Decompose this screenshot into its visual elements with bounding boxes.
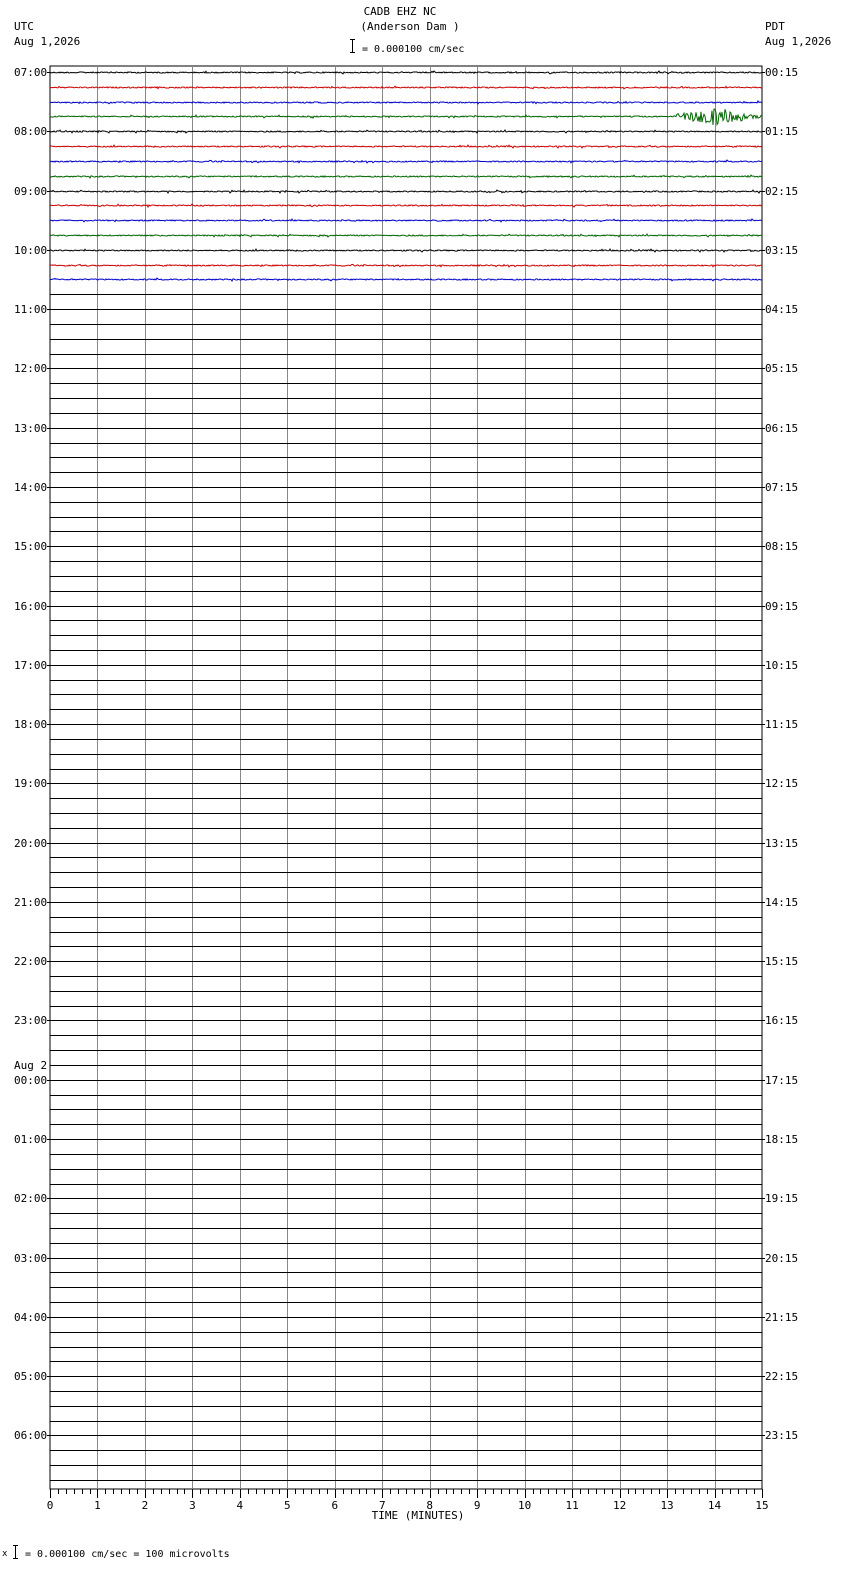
header-scale-text: = 0.000100 cm/sec <box>362 44 465 55</box>
pdt-hour-label: 07:15 <box>765 481 799 494</box>
station-location: (Anderson Dam ) <box>360 20 460 33</box>
pdt-hour-label: 16:15 <box>765 1014 799 1027</box>
seismic-traces <box>50 71 762 1480</box>
pdt-hour-label: 10:15 <box>765 659 799 672</box>
trace-row-3 <box>50 109 762 125</box>
x-tick-label: 11 <box>565 1499 579 1512</box>
utc-hour-label: 00:00 <box>14 1074 48 1087</box>
utc-hour-label: 02:00 <box>14 1192 48 1205</box>
pdt-hour-label: 19:15 <box>765 1192 799 1205</box>
utc-hour-label: 08:00 <box>14 125 48 138</box>
utc-hour-label: 03:00 <box>14 1252 48 1265</box>
trace-row-1 <box>50 86 762 89</box>
trace-row-12 <box>50 249 762 252</box>
pdt-hour-label: 03:15 <box>765 244 799 257</box>
footer-scale-text: = 0.000100 cm/sec = 100 microvolts <box>25 1549 230 1560</box>
x-tick-label: 9 <box>473 1499 481 1512</box>
left-date: Aug 1,2026 <box>14 35 81 48</box>
pdt-hour-label: 18:15 <box>765 1133 799 1146</box>
utc-hour-label: 04:00 <box>14 1311 48 1324</box>
pdt-hour-label: 13:15 <box>765 837 799 850</box>
utc-hour-label: 23:00 <box>14 1014 48 1027</box>
x-tick-label: 2 <box>141 1499 149 1512</box>
x-axis-label: TIME (MINUTES) <box>371 1509 465 1522</box>
utc-hour-label: 20:00 <box>14 837 48 850</box>
trace-row-10 <box>50 219 762 222</box>
x-tick-label: 5 <box>284 1499 291 1512</box>
footer-scale-bar-icon <box>15 1545 16 1559</box>
utc-hour-label: 14:00 <box>14 481 48 494</box>
pdt-hour-label: 00:15 <box>765 66 799 79</box>
utc-hour-label: 09:00 <box>14 185 48 198</box>
pdt-hour-label: 14:15 <box>765 896 799 909</box>
pdt-hour-label: 05:15 <box>765 362 799 375</box>
x-tick-label: 12 <box>612 1499 627 1512</box>
pdt-hour-label: 17:15 <box>765 1074 799 1087</box>
trace-row-8 <box>50 190 762 193</box>
x-tick-label: 1 <box>94 1499 101 1512</box>
x-tick-label: 14 <box>707 1499 722 1512</box>
trace-row-2 <box>50 101 762 104</box>
pdt-hour-label: 09:15 <box>765 600 799 613</box>
footer-scale-prefix: x <box>2 1549 8 1559</box>
trace-row-0 <box>50 71 762 74</box>
x-tick-label: 3 <box>189 1499 196 1512</box>
pdt-hour-label: 22:15 <box>765 1370 799 1383</box>
pdt-hour-label: 01:15 <box>765 125 799 138</box>
x-tick-label: 10 <box>518 1499 532 1512</box>
trace-row-6 <box>50 160 762 163</box>
utc-hour-label: 22:00 <box>14 955 48 968</box>
utc-hour-label: 15:00 <box>14 540 48 553</box>
trace-row-4 <box>50 130 762 133</box>
utc-hour-label: 12:00 <box>14 362 48 375</box>
pdt-hour-label: 02:15 <box>765 185 799 198</box>
utc-hour-label: 11:00 <box>14 303 48 316</box>
pdt-hour-label: 06:15 <box>765 422 799 435</box>
trace-row-13 <box>50 264 762 267</box>
pdt-hour-label: 20:15 <box>765 1252 799 1265</box>
trace-row-14 <box>50 278 762 281</box>
x-tick-label: 6 <box>331 1499 339 1512</box>
pdt-hour-label: 15:15 <box>765 955 799 968</box>
trace-row-5 <box>50 145 762 148</box>
pdt-hour-label: 04:15 <box>765 303 799 316</box>
x-tick-label: 7 <box>378 1499 386 1512</box>
trace-row-7 <box>50 175 762 178</box>
x-tick-label: 13 <box>660 1499 674 1512</box>
utc-hour-label: 19:00 <box>14 777 48 790</box>
utc-hour-label: 06:00 <box>14 1429 48 1442</box>
pdt-hour-label: 21:15 <box>765 1311 799 1324</box>
pdt-hour-label: 08:15 <box>765 540 799 553</box>
utc-hour-label: 16:00 <box>14 600 48 613</box>
x-tick-label: 4 <box>236 1499 244 1512</box>
left-timezone: UTC <box>14 20 34 33</box>
x-tick-label: 8 <box>426 1499 434 1512</box>
utc-hour-label: 05:00 <box>14 1370 48 1383</box>
x-tick-label: 15 <box>755 1499 769 1512</box>
station-title: CADB EHZ NC <box>363 5 437 18</box>
trace-row-9 <box>50 204 762 207</box>
utc-hour-label: 07:00 <box>14 66 48 79</box>
right-timezone: PDT <box>765 20 785 33</box>
pdt-hour-label: 11:15 <box>765 718 799 731</box>
utc-hour-label: 13:00 <box>14 422 48 435</box>
x-axis-ticks <box>47 73 765 1499</box>
utc-hour-label: 10:00 <box>14 244 48 257</box>
trace-row-11 <box>50 234 762 237</box>
utc-hour-label: 17:00 <box>14 659 48 672</box>
x-tick-label: 0 <box>46 1499 54 1512</box>
utc-date-change-label: Aug 2 <box>14 1059 48 1072</box>
pdt-hour-label: 12:15 <box>765 777 799 790</box>
utc-hour-label: 18:00 <box>14 718 48 731</box>
utc-hour-label: 01:00 <box>14 1133 48 1146</box>
pdt-hour-label: 23:15 <box>765 1429 799 1442</box>
utc-hour-label: 21:00 <box>14 896 48 909</box>
right-date: Aug 1,2026 <box>765 35 832 48</box>
